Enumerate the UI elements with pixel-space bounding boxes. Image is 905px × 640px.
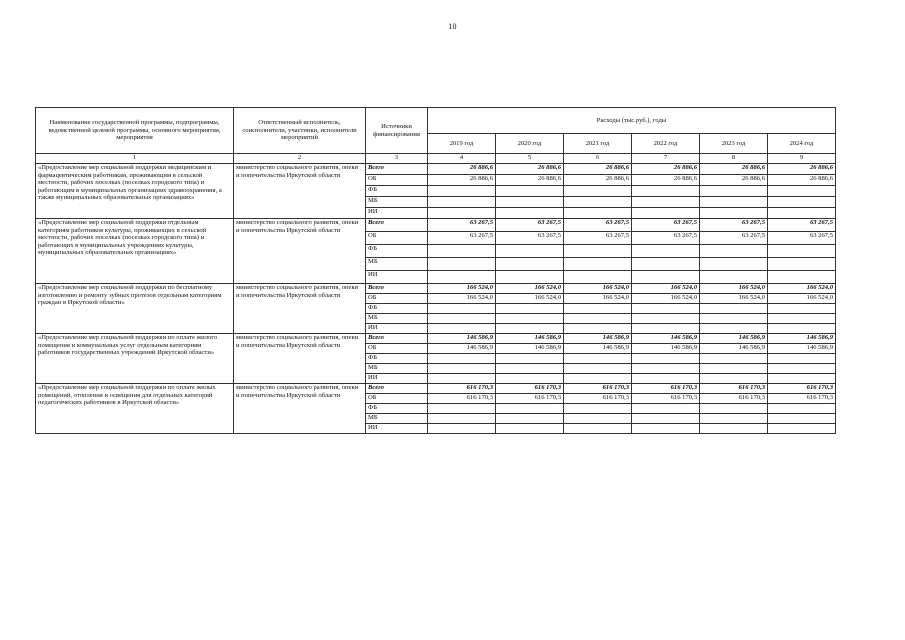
expense-value (496, 245, 564, 258)
expense-value (632, 258, 700, 271)
expense-value (768, 404, 836, 414)
expense-value: 616 170,3 (428, 394, 496, 404)
expense-value (428, 304, 496, 314)
expense-value (428, 314, 496, 324)
expense-value (700, 186, 768, 197)
column-number: 7 (632, 154, 700, 164)
funding-source: ФБ (366, 304, 428, 314)
funding-source: МБ (366, 197, 428, 208)
funding-source: МБ (366, 414, 428, 424)
expense-value: 26 886,6 (632, 175, 700, 186)
expense-value: 166 524,0 (564, 294, 632, 304)
funding-source: Всего (366, 384, 428, 394)
expense-value (496, 324, 564, 334)
expense-value: 63 267,5 (496, 232, 564, 245)
expense-value (496, 424, 564, 434)
expense-value (564, 354, 632, 364)
expense-value: 63 267,5 (496, 219, 564, 232)
expense-value (700, 324, 768, 334)
header-year: 2020 год (496, 134, 564, 154)
expense-value (632, 304, 700, 314)
program-name: «Предоставление мер социальной поддержки по оплате жилого помещения и коммунальных услуг отдельным категориям работников государственных учреждений Иркутской области» (36, 334, 234, 384)
header-expenses: Расходы (тыс.руб.), годы (428, 108, 836, 134)
expense-value (768, 245, 836, 258)
expense-value (428, 208, 496, 219)
header-executor: Ответственный исполнитель, соисполнители, участники, исполнители мероприятий (234, 108, 366, 154)
expense-value (700, 414, 768, 424)
expense-value (768, 258, 836, 271)
expense-value (564, 258, 632, 271)
page-number: 10 (448, 22, 457, 31)
expense-value (632, 404, 700, 414)
expense-value (768, 354, 836, 364)
program-name: «Предоставление мер социальной поддержки медицинским и фармацевтическим работникам, проживающим в сельской местности, рабочих поселках (поселках городского типа) и работающим в муниципальных организациях здравоохранения, а также муниципальных образовательных организациях» (36, 164, 234, 219)
expense-value: 616 170,3 (632, 384, 700, 394)
expense-value: 616 170,3 (768, 394, 836, 404)
funding-source: ОБ (366, 175, 428, 186)
column-number: 9 (768, 154, 836, 164)
funding-source: Всего (366, 284, 428, 294)
expense-value (768, 186, 836, 197)
column-number: 1 (36, 154, 234, 164)
expense-value: 166 524,0 (768, 284, 836, 294)
expense-value (632, 197, 700, 208)
header-year: 2022 год (632, 134, 700, 154)
expense-value: 146 586,9 (428, 344, 496, 354)
expense-value: 146 586,9 (632, 334, 700, 344)
header-year: 2019 год (428, 134, 496, 154)
expense-value (496, 404, 564, 414)
expense-value (700, 354, 768, 364)
expense-value (564, 324, 632, 334)
funding-source: Всего (366, 334, 428, 344)
expense-value: 166 524,0 (700, 294, 768, 304)
expense-value: 166 524,0 (632, 284, 700, 294)
expense-value: 166 524,0 (428, 294, 496, 304)
expense-value: 166 524,0 (428, 284, 496, 294)
expense-value (428, 271, 496, 284)
expense-value: 146 586,9 (564, 344, 632, 354)
expense-value (632, 354, 700, 364)
expense-value (564, 374, 632, 384)
funding-source: ФБ (366, 245, 428, 258)
expense-value (428, 364, 496, 374)
expense-value: 616 170,3 (564, 384, 632, 394)
expense-value (428, 258, 496, 271)
expense-value (564, 364, 632, 374)
expense-value (768, 414, 836, 424)
expense-value (768, 374, 836, 384)
funding-source: МБ (366, 258, 428, 271)
expense-value: 166 524,0 (768, 294, 836, 304)
expense-value (428, 424, 496, 434)
expense-value: 146 586,9 (632, 344, 700, 354)
funding-source: Всего (366, 219, 428, 232)
header-sources: Источники финансирования (366, 108, 428, 154)
expense-value: 63 267,5 (564, 219, 632, 232)
expense-value: 616 170,3 (564, 394, 632, 404)
funding-source: ИИ (366, 424, 428, 434)
expense-value (564, 404, 632, 414)
expense-value: 26 886,6 (496, 175, 564, 186)
expense-value (768, 424, 836, 434)
expense-value: 26 886,6 (700, 175, 768, 186)
expense-value: 146 586,9 (700, 334, 768, 344)
header-name: Наименование государственной программы, подпрограммы, ведомственной целевой программы, основного мероприятия, мероприятия (36, 108, 234, 154)
expense-value: 166 524,0 (496, 294, 564, 304)
header-year: 2024 год (768, 134, 836, 154)
expense-value (564, 271, 632, 284)
expense-value (496, 414, 564, 424)
expense-value (496, 186, 564, 197)
expense-value: 166 524,0 (632, 294, 700, 304)
expense-value: 63 267,5 (428, 232, 496, 245)
funding-source: ОБ (366, 232, 428, 245)
expense-value: 26 886,6 (768, 164, 836, 175)
executor: министерство социального развития, опеки и попечительства Иркутской области (234, 334, 366, 384)
expense-value (632, 364, 700, 374)
expense-value (700, 271, 768, 284)
expense-value (428, 186, 496, 197)
expense-value: 146 586,9 (496, 344, 564, 354)
expense-value (632, 374, 700, 384)
expense-value (700, 208, 768, 219)
expense-value: 166 524,0 (496, 284, 564, 294)
expense-value (700, 258, 768, 271)
expense-value (700, 245, 768, 258)
expense-value (496, 354, 564, 364)
expense-value (768, 314, 836, 324)
expense-value: 166 524,0 (700, 284, 768, 294)
table-row (36, 164, 836, 175)
expense-value (428, 197, 496, 208)
expense-value: 616 170,3 (496, 384, 564, 394)
expense-value (496, 197, 564, 208)
expense-value: 26 886,6 (564, 164, 632, 175)
funding-source: ОБ (366, 294, 428, 304)
expense-value: 26 886,6 (428, 175, 496, 186)
expense-value: 166 524,0 (564, 284, 632, 294)
expense-value: 616 170,3 (428, 384, 496, 394)
expense-value (632, 414, 700, 424)
expense-value (564, 197, 632, 208)
funding-source: ИИ (366, 271, 428, 284)
expense-value: 146 586,9 (428, 334, 496, 344)
expense-value (564, 414, 632, 424)
column-number: 5 (496, 154, 564, 164)
expense-value (632, 424, 700, 434)
expense-value: 63 267,5 (428, 219, 496, 232)
expense-value (428, 324, 496, 334)
funding-source: Всего (366, 164, 428, 175)
expense-value (428, 374, 496, 384)
expense-value (768, 324, 836, 334)
expense-value: 26 886,6 (700, 164, 768, 175)
column-number: 3 (366, 154, 428, 164)
expense-value (632, 271, 700, 284)
program-name: «Предоставление мер социальной поддержки по бесплатному изготовлению и ремонту зубных протезов отдельным категориям граждан в Иркутской области» (36, 284, 234, 334)
expense-value: 63 267,5 (632, 219, 700, 232)
executor: министерство социального развития, опеки и попечительства Иркутской области (234, 384, 366, 434)
expense-value: 63 267,5 (564, 232, 632, 245)
header-year: 2021 год (564, 134, 632, 154)
table-row (36, 384, 836, 394)
expense-value: 146 586,9 (768, 334, 836, 344)
expense-value (632, 208, 700, 219)
table-row (36, 284, 836, 294)
expense-value (496, 271, 564, 284)
funding-source: ИИ (366, 208, 428, 219)
expense-value (564, 208, 632, 219)
funding-source: МБ (366, 314, 428, 324)
expense-value: 63 267,5 (768, 219, 836, 232)
expense-value (496, 374, 564, 384)
expense-value: 616 170,3 (768, 384, 836, 394)
expense-value (700, 404, 768, 414)
expense-value (768, 364, 836, 374)
expense-value: 26 886,6 (632, 164, 700, 175)
expense-value (496, 314, 564, 324)
expense-value: 616 170,3 (700, 384, 768, 394)
expense-value (496, 364, 564, 374)
expense-value (496, 258, 564, 271)
expense-value: 63 267,5 (700, 232, 768, 245)
expense-value: 26 886,6 (496, 164, 564, 175)
expense-value: 616 170,3 (632, 394, 700, 404)
funding-source: ФБ (366, 404, 428, 414)
expense-value (632, 186, 700, 197)
expense-value: 63 267,5 (632, 232, 700, 245)
expense-value (496, 208, 564, 219)
expense-value: 146 586,9 (700, 344, 768, 354)
expense-value (768, 271, 836, 284)
executor: министерство социального развития, опеки и попечительства Иркутской области (234, 164, 366, 219)
column-number: 6 (564, 154, 632, 164)
table-row (36, 334, 836, 344)
expense-value: 63 267,5 (700, 219, 768, 232)
header-year: 2023 год (700, 134, 768, 154)
expense-value (564, 186, 632, 197)
expense-value (768, 208, 836, 219)
expense-value (564, 314, 632, 324)
expense-value (700, 304, 768, 314)
expense-value (428, 354, 496, 364)
expense-value (564, 424, 632, 434)
expense-value: 146 586,9 (768, 344, 836, 354)
expense-value: 26 886,6 (768, 175, 836, 186)
expense-value (700, 374, 768, 384)
program-name: «Предоставление мер социальной поддержки по оплате жилых помещений, отопления и освещения для отдельных категорий педагогических работников в Иркутской области» (36, 384, 234, 434)
expense-value (700, 197, 768, 208)
expense-value: 616 170,3 (496, 394, 564, 404)
budget-table (35, 107, 836, 434)
expense-value (496, 304, 564, 314)
expense-value (564, 245, 632, 258)
expense-value: 616 170,3 (700, 394, 768, 404)
expense-value (632, 245, 700, 258)
executor: министерство социального развития, опеки и попечительства Иркутской области (234, 219, 366, 284)
expense-value (428, 245, 496, 258)
expense-value (632, 314, 700, 324)
funding-source: ОБ (366, 344, 428, 354)
expense-value (768, 197, 836, 208)
funding-source: ФБ (366, 354, 428, 364)
expense-value (632, 324, 700, 334)
expense-value: 146 586,9 (496, 334, 564, 344)
expense-value: 26 886,6 (564, 175, 632, 186)
expense-value (428, 414, 496, 424)
funding-source: ИИ (366, 374, 428, 384)
column-number: 2 (234, 154, 366, 164)
funding-source: ФБ (366, 186, 428, 197)
funding-source: ИИ (366, 324, 428, 334)
table-row (36, 219, 836, 232)
program-name: «Предоставление мер социальной поддержки отдельным категориям работников культуры, проживающих в сельской местности, рабочих поселках (поселках городского типа) и работающих в муниципальных учреждениях культуры, муниципальных образовательных организациях» (36, 219, 234, 284)
column-number: 4 (428, 154, 496, 164)
expense-value (700, 314, 768, 324)
expense-value (700, 364, 768, 374)
expense-value (768, 304, 836, 314)
expense-value (564, 304, 632, 314)
column-number: 8 (700, 154, 768, 164)
expense-value: 26 886,6 (428, 164, 496, 175)
funding-source: МБ (366, 364, 428, 374)
funding-source: ОБ (366, 394, 428, 404)
expense-value: 63 267,5 (768, 232, 836, 245)
executor: министерство социального развития, опеки и попечительства Иркутской области (234, 284, 366, 334)
expense-value (700, 424, 768, 434)
expense-value: 146 586,9 (564, 334, 632, 344)
expense-value (428, 404, 496, 414)
